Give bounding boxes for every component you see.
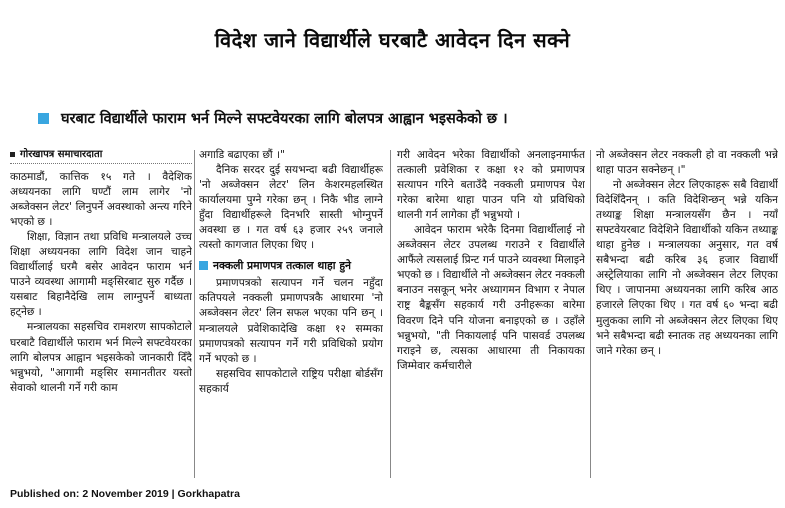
article-column-3 <box>397 148 585 478</box>
headline: विदेश जाने विद्यार्थीले घरबाटै आवेदन दिन सक्ने <box>214 28 571 52</box>
paragraph: आवेदन फाराम भरेकै दिनमा विद्यार्थीलाई नो अब्जेक्सन लेटर उपलब्ध गराउने र विद्यार्थीले आफैंले त्यसलाई प्रिन्ट गर्न पाउने व्यवस्था मिलाइने भएको छ । विद्यार्थीले नो अब्जेक्सन लेटर नक्कली बनाउन नसकून् भनेर अध्यागमन विभाग र नेपाल राष्ट्र बैङ्कसँग सहकार्य गरी उनीहरूका बारेमा विवरण दिने पनि योजना बनाइएको छ । उहाँले भन्नुभयो, "ती निकायलाई पनि पासवर्ड उपलब्ध गराइने छ, त्यसका आधारमा ती निकायका जिम्मेवार कर्मचारीले <box>397 224 585 372</box>
article-column-4 <box>596 148 778 478</box>
byline <box>10 148 192 164</box>
paragraph: दैनिक सरदर दुई सयभन्दा बढी विद्यार्थीहरू 'नो अब्जेक्सन लेटर' लिन केशरमहलस्थित कार्यालयमा पुग्ने गरेका छन् । निकै भीड लाग्ने हुँदा विद्यार्थीहरूले दिनभरि सास्ती भोग्नुपर्ने अवस्था छ । गत वर्ष ६३ हजार २५९ जनाले त्यस्तो कागजात लिएका थिए । <box>199 164 383 252</box>
column-divider <box>390 150 391 478</box>
article-column-2 <box>199 148 383 478</box>
blue-square-icon <box>38 113 49 124</box>
paragraph: मन्त्रालयका सहसचिव रामशरण सापकोटाले घरबाटै विद्यार्थीले फाराम भर्न मिल्ने सफ्टवेयरका लागि बोलपत्र आह्वान भइसकेको जानकारी दिँदै भन्नुभयो, "आगामी मङ्सिर समानतीतर यस्तो सेवाको थालनी गर्ने गरी काम <box>10 321 192 394</box>
publication-footer: Published on: 2 November 2019 | Gorkhapatra <box>10 488 240 500</box>
blue-square-icon <box>199 261 208 270</box>
section-subtitle <box>199 258 383 273</box>
subheadline: घरबाट विद्यार्थीले फाराम भर्न मिल्ने सफ्टवेयरका लागि बोलपत्र आह्वान भइसकेको छ । <box>61 111 508 127</box>
byline-text: गोरखापत्र समाचारदाता <box>20 148 103 160</box>
paragraph: अगाडि बढाएका छौं ।" <box>199 149 285 161</box>
bullet-icon <box>10 152 15 157</box>
column-divider <box>194 150 195 478</box>
paragraph: शिक्षा, विज्ञान तथा प्रविधि मन्त्रालयले उच्च शिक्षा अध्ययनका लागि विदेश जान चाहने विद्यार्थीलाई घरमै बसेर आवेदन फाराम भर्न पाउने व्यवस्था आगामी मङ्सिरबाट सुरु गर्दैछ । यसबाट बिहानैदेखि लाम लाग्नुपर्ने बाध्यता हट्नेछ । <box>10 231 192 319</box>
subheadline-row <box>10 104 780 132</box>
paragraph: नो अब्जेक्सन लेटर नक्कली हो वा नक्कली भन्ने थाहा पाउन सक्नेछन् ।" <box>596 149 778 177</box>
paragraph: काठमाडौं, कात्तिक १५ गते । वैदेशिक अध्ययनका लागि घण्टौं लाम लागेर 'नो अब्जेक्सन लेटर' लिनुपर्ने अवस्थाको अन्त्य गरिने भएको छ । <box>10 171 192 229</box>
paragraph: नो अब्जेक्सन लेटर लिएकाहरू सबै विद्यार्थी विदेशिँदैनन् । कति विदेशिन्छन् भन्ने यकिन तथ्याङ्क शिक्षा मन्त्रालयसँग छैन । नयाँ सफ्टवेयरबाट विदेशिने विद्यार्थीको यकिन तथ्याङ्क थाहा हुनेछ । मन्त्रालयका अनुसार, गत वर्ष सबैभन्दा बढी करिब ३६ हजार विद्यार्थी अस्ट्रेलियाका लागि नो अब्जेक्सन लेटर लिएका थिए । जापानमा अध्ययनका लागि करिब आठ हजारले लिएका थिए । गत वर्ष ६० भन्दा बढी मुलुकका लागि नो अब्जेक्सन लेटर लिएका थिए भने सबैभन्दा बढी स्नातक तह अध्ययनका लागि जाने गरेका छन् । <box>596 179 778 357</box>
column-divider <box>590 150 591 478</box>
paragraph: गरी आवेदन भरेका विद्यार्थीको अनलाइनमार्फत तत्काली प्रवेशिका र कक्षा १२ को प्रमाणपत्र सत्यापन गरिने बताउँदै नक्कली प्रमाणपत्र पेश गरेका बारेमा थाहा पाउन पनि यो प्रविधिको थालनी गर्न लागेका हौं भन्नुभयो । <box>397 149 585 222</box>
paragraph: प्रमाणपत्रको सत्यापन गर्ने चलन नहुँदा कतिपयले नक्कली प्रमाणपत्रकै आधारमा 'नो अब्जेक्सन लेटर' लिन सफल भएका पनि छन् । मन्त्रालयले प्रवेशिकादेखि कक्षा १२ सम्मका प्रमाणपत्रको सत्यापन गर्ने गरी प्रविधिको प्रयोग गर्ने भएको छ । <box>199 277 383 365</box>
article-column-1 <box>10 148 192 478</box>
section-subtitle-text: नक्कली प्रमाणपत्र तत्काल थाहा हुने <box>213 259 352 273</box>
paragraph: सहसचिव सापकोटाले राष्ट्रिय परीक्षा बोर्डसँग सहकार्य <box>199 367 383 395</box>
